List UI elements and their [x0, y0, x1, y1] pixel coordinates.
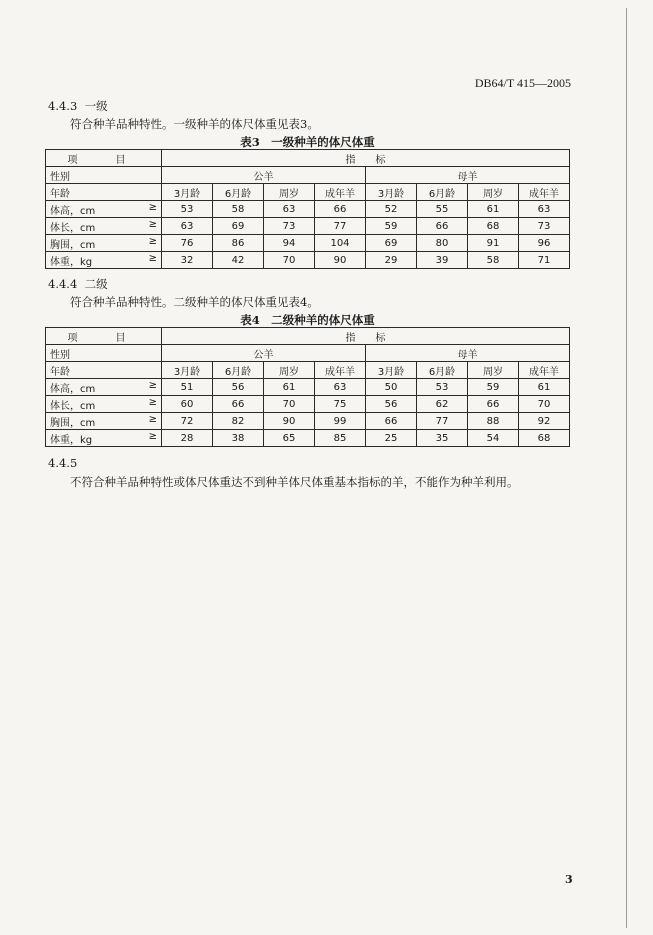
table-head-row — [46, 328, 570, 345]
value-cell: 76 — [162, 235, 213, 252]
sex-label: 性别 — [46, 167, 162, 184]
value-cell: 96 — [519, 235, 570, 252]
value-cell: 42 — [213, 252, 264, 269]
value-cell: 58 — [468, 252, 519, 269]
table-3-caption: 表3 一级种羊的体尺体重 — [240, 135, 375, 149]
table-row — [46, 413, 570, 430]
geq-symbol: ≥ — [148, 430, 157, 442]
page-number: 3 — [565, 873, 573, 886]
value-cell: 73 — [519, 218, 570, 235]
value-cell: 53 — [162, 201, 213, 218]
value-cell: 77 — [315, 218, 366, 235]
value-cell: 82 — [213, 413, 264, 430]
table-sex-row — [46, 345, 570, 362]
clause-4-4-5-text: 不符合种羊品种特性或体尺体重达不到种羊体尺体重基本指标的羊，不能作为种羊利用。 — [70, 475, 519, 489]
female-header: 母羊 — [366, 345, 570, 362]
geq-symbol: ≥ — [148, 396, 157, 408]
row-label — [46, 218, 162, 235]
value-cell: 28 — [162, 430, 213, 447]
value-cell: 58 — [213, 201, 264, 218]
value-cell: 52 — [366, 201, 417, 218]
page-edge-line — [626, 8, 627, 928]
row-label — [46, 379, 162, 396]
clause-number: 4.4.5 — [48, 456, 78, 470]
sex-label: 性别 — [46, 345, 162, 362]
clause-4-4-5-heading — [48, 456, 77, 470]
clause-4-4-4-heading — [48, 276, 108, 292]
value-cell: 59 — [366, 218, 417, 235]
table-row — [46, 396, 570, 413]
row-label-text: 体高，cm — [50, 383, 96, 395]
value-cell: 35 — [417, 430, 468, 447]
clause-4-4-4-text: 符合种羊品种特性。二级种羊的体尺体重见表4。 — [70, 295, 319, 309]
value-cell: 69 — [366, 235, 417, 252]
table-row — [46, 379, 570, 396]
value-cell: 53 — [417, 379, 468, 396]
geq-symbol: ≥ — [148, 379, 157, 391]
value-cell: 38 — [213, 430, 264, 447]
age-cell: 成年羊 — [315, 362, 366, 379]
value-cell: 90 — [315, 252, 366, 269]
age-cell: 周岁 — [468, 184, 519, 201]
value-cell: 90 — [264, 413, 315, 430]
head-item-cell: 项 目 — [46, 328, 162, 345]
value-cell: 77 — [417, 413, 468, 430]
row-label-text: 体重，kg — [50, 434, 93, 446]
male-header: 公羊 — [162, 345, 366, 362]
value-cell: 61 — [519, 379, 570, 396]
value-cell: 66 — [213, 396, 264, 413]
age-cell: 3月龄 — [366, 184, 417, 201]
value-cell: 86 — [213, 235, 264, 252]
value-cell: 61 — [264, 379, 315, 396]
value-cell: 66 — [366, 413, 417, 430]
age-cell: 6月龄 — [213, 184, 264, 201]
age-label: 年龄 — [46, 362, 162, 379]
age-cell: 周岁 — [264, 362, 315, 379]
row-label — [46, 430, 162, 447]
table-row — [46, 430, 570, 447]
age-cell: 成年羊 — [519, 184, 570, 201]
row-label — [46, 252, 162, 269]
value-cell: 70 — [519, 396, 570, 413]
age-cell: 3月龄 — [366, 362, 417, 379]
row-label-text: 体高，cm — [50, 205, 96, 217]
age-cell: 3月龄 — [162, 184, 213, 201]
value-cell: 104 — [315, 235, 366, 252]
value-cell: 73 — [264, 218, 315, 235]
value-cell: 55 — [417, 201, 468, 218]
table-row — [46, 235, 570, 252]
value-cell: 62 — [417, 396, 468, 413]
value-cell: 65 — [264, 430, 315, 447]
row-label — [46, 235, 162, 252]
geq-symbol: ≥ — [148, 201, 157, 213]
value-cell: 56 — [366, 396, 417, 413]
age-cell: 周岁 — [264, 184, 315, 201]
clause-title: 二级 — [84, 277, 108, 291]
age-cell: 6月龄 — [417, 362, 468, 379]
value-cell: 68 — [468, 218, 519, 235]
row-label — [46, 396, 162, 413]
value-cell: 63 — [519, 201, 570, 218]
table-head-row — [46, 150, 570, 167]
table-sex-row — [46, 167, 570, 184]
clause-title: 一级 — [84, 99, 108, 113]
age-cell: 成年羊 — [519, 362, 570, 379]
clause-number: 4.4.3 — [48, 99, 78, 113]
table-4-caption: 表4 二级种羊的体尺体重 — [240, 313, 375, 327]
value-cell: 92 — [519, 413, 570, 430]
value-cell: 63 — [162, 218, 213, 235]
value-cell: 60 — [162, 396, 213, 413]
value-cell: 29 — [366, 252, 417, 269]
document-code: DB64/T 415—2005 — [474, 76, 571, 90]
geq-symbol: ≥ — [148, 218, 157, 230]
value-cell: 80 — [417, 235, 468, 252]
table-age-row — [46, 184, 570, 201]
geq-symbol: ≥ — [148, 235, 157, 247]
value-cell: 54 — [468, 430, 519, 447]
value-cell: 88 — [468, 413, 519, 430]
value-cell: 94 — [264, 235, 315, 252]
value-cell: 25 — [366, 430, 417, 447]
value-cell: 61 — [468, 201, 519, 218]
value-cell: 66 — [468, 396, 519, 413]
value-cell: 72 — [162, 413, 213, 430]
age-label: 年龄 — [46, 184, 162, 201]
value-cell: 51 — [162, 379, 213, 396]
value-cell: 85 — [315, 430, 366, 447]
table-3 — [45, 149, 570, 269]
value-cell: 66 — [315, 201, 366, 218]
row-label — [46, 201, 162, 218]
value-cell: 69 — [213, 218, 264, 235]
row-label-text: 胸围，cm — [50, 239, 96, 251]
value-cell: 59 — [468, 379, 519, 396]
clause-4-4-3-heading — [48, 98, 108, 114]
male-header: 公羊 — [162, 167, 366, 184]
clause-4-4-3-text: 符合种羊品种特性。一级种羊的体尺体重见表3。 — [70, 117, 319, 131]
row-label-text: 体重，kg — [50, 256, 93, 268]
value-cell: 63 — [264, 201, 315, 218]
row-label-text: 体长，cm — [50, 222, 96, 234]
value-cell: 75 — [315, 396, 366, 413]
value-cell: 32 — [162, 252, 213, 269]
value-cell: 71 — [519, 252, 570, 269]
geq-symbol: ≥ — [148, 413, 157, 425]
age-cell: 成年羊 — [315, 184, 366, 201]
row-label-text: 体长，cm — [50, 400, 96, 412]
age-cell: 6月龄 — [417, 184, 468, 201]
value-cell: 66 — [417, 218, 468, 235]
head-item-cell: 项 目 — [46, 150, 162, 167]
value-cell: 70 — [264, 396, 315, 413]
row-label — [46, 413, 162, 430]
value-cell: 70 — [264, 252, 315, 269]
table-row — [46, 201, 570, 218]
table-age-row — [46, 362, 570, 379]
table-4 — [45, 327, 570, 447]
value-cell: 68 — [519, 430, 570, 447]
table-row — [46, 252, 570, 269]
clause-number: 4.4.4 — [48, 277, 78, 291]
value-cell: 63 — [315, 379, 366, 396]
table-row — [46, 218, 570, 235]
age-cell: 周岁 — [468, 362, 519, 379]
row-label-text: 胸围，cm — [50, 417, 96, 429]
head-index-cell: 指 标 — [162, 150, 570, 167]
value-cell: 50 — [366, 379, 417, 396]
age-cell: 3月龄 — [162, 362, 213, 379]
geq-symbol: ≥ — [148, 252, 157, 264]
age-cell: 6月龄 — [213, 362, 264, 379]
value-cell: 99 — [315, 413, 366, 430]
head-index-cell: 指 标 — [162, 328, 570, 345]
value-cell: 39 — [417, 252, 468, 269]
value-cell: 56 — [213, 379, 264, 396]
value-cell: 91 — [468, 235, 519, 252]
female-header: 母羊 — [366, 167, 570, 184]
